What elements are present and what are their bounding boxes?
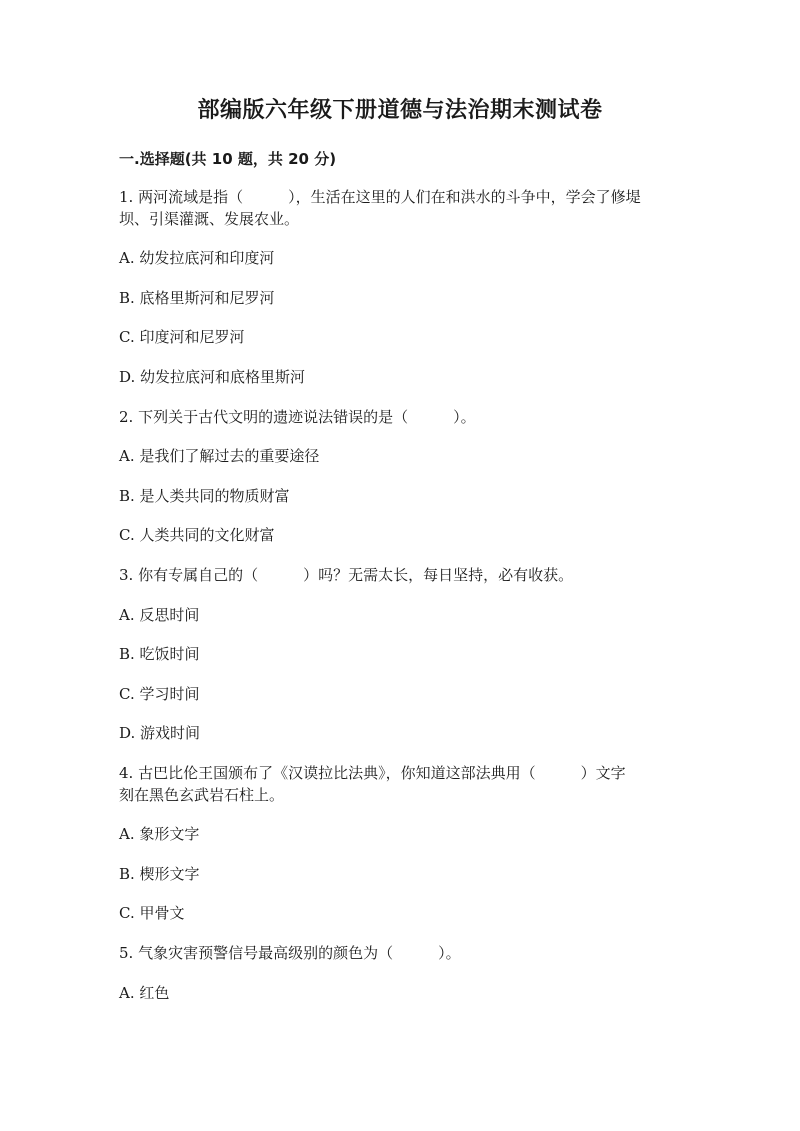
question-2-option-c: C. 人类共同的文化财富 [119,526,275,544]
question-1-stem-line-1: 1. 两河流域是指（ ），生活在这里的人们在和洪水的斗争中，学会了修堤 [119,188,641,206]
section-heading: 一.选择题(共 10 题，共 20 分) [119,150,337,168]
question-2-option-a: A. 是我们了解过去的重要途径 [119,447,320,465]
question-1-stem-line-2: 坝、引渠灌溉、发展农业。 [119,210,300,228]
question-3-option-a: A. 反思时间 [119,606,200,624]
question-4-stem-line-2: 刻在黑色玄武岩石柱上。 [119,786,285,804]
question-2-stem-line-1: 2. 下列关于古代文明的遗迹说法错误的是（ ）。 [119,408,476,426]
question-3-option-d: D. 游戏时间 [119,724,201,742]
question-5-stem-line-1: 5. 气象灾害预警信号最高级别的颜色为（ ）。 [119,944,461,962]
question-1-option-b: B. 底格里斯河和尼罗河 [119,289,275,307]
page-title: 部编版六年级下册道德与法治期末测试卷 [197,98,603,123]
question-1-option-d: D. 幼发拉底河和底格里斯河 [119,368,306,386]
question-4-option-b: B. 楔形文字 [119,865,200,883]
question-1-option-a: A. 幼发拉底河和印度河 [119,249,275,267]
question-4-option-a: A. 象形文字 [119,825,200,843]
question-4-stem-line-1: 4. 古巴比伦王国颁布了《汉谟拉比法典》，你知道这部法典用（ ）文字 [119,764,626,782]
question-5-option-a: A. 红色 [119,984,170,1002]
question-3-stem-line-1: 3. 你有专属自己的（ ）吗？无需太长，每日坚持，必有收获。 [119,566,574,584]
question-1-option-c: C. 印度河和尼罗河 [119,328,245,346]
question-3-option-b: B. 吃饭时间 [119,645,200,663]
question-4-option-c: C. 甲骨文 [119,904,185,922]
question-3-option-c: C. 学习时间 [119,685,200,703]
question-2-option-b: B. 是人类共同的物质财富 [119,487,290,505]
